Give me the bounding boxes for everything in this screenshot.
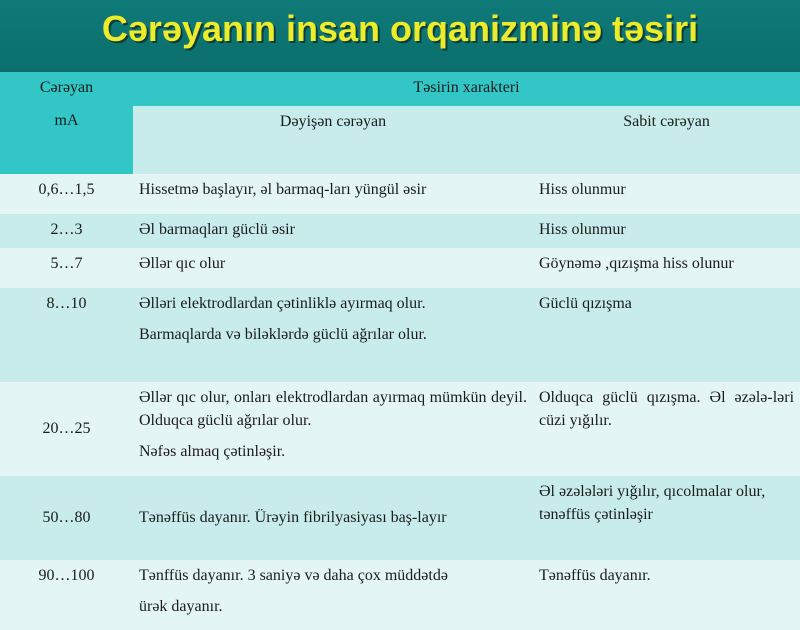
ac-cell: Hissetmə başlayır, əl barmaq-ları yüngül əsir xyxy=(133,174,533,214)
current-cell: 2…3 xyxy=(0,214,133,248)
ac-header: Dəyişən cərəyan xyxy=(133,106,533,174)
ac-cell xyxy=(133,382,533,476)
ac-cell: Tənəffüs dayanır. Ürəyin fibrilyasiyası baş-layır xyxy=(133,476,533,560)
table-row xyxy=(0,476,800,560)
current-cell: 20…25 xyxy=(0,382,133,476)
table-row xyxy=(0,288,800,382)
table-row xyxy=(0,382,800,476)
table-row xyxy=(0,214,800,248)
ac-line: Nəfəs almaq çətinləşir. xyxy=(139,443,286,461)
table-row xyxy=(0,560,800,630)
dc-cell: Hiss olunmur xyxy=(533,174,800,214)
dc-header: Sabit cərəyan xyxy=(533,106,800,174)
current-header xyxy=(0,72,133,174)
dc-cell: Göynəmə ,qızışma hiss olunur xyxy=(533,248,800,288)
character-header: Təsirin xarakteri xyxy=(133,72,800,106)
current-cell: 5…7 xyxy=(0,248,133,288)
table-row xyxy=(0,174,800,214)
current-cell: 0,6…1,5 xyxy=(0,174,133,214)
current-cell: 50…80 xyxy=(0,476,133,560)
ac-line: Tənffüs dayanır. 3 saniyə və daha çox müddətdə xyxy=(139,566,448,584)
dc-cell: Tənəffüs dayanır. xyxy=(533,560,800,630)
ac-line: ürək dayanır. xyxy=(139,597,223,615)
ac-line: Əlləri elektrodlardan çətinliklə ayırmaq olur. xyxy=(139,295,426,312)
ac-line: Əllər qıc olur, onları elektrodlardan ayırmaq mümkün deyil. Olduqca güclü ağrılar olur. xyxy=(139,389,527,430)
dc-cell: Olduqca güclü qızışma. Əl əzələ-ləri cüzi yığılır. xyxy=(533,382,800,476)
table-row xyxy=(0,248,800,288)
current-header-unit: mA xyxy=(54,112,79,130)
dc-cell: Güclü qızışma xyxy=(533,288,800,382)
ac-cell xyxy=(133,288,533,382)
ac-line: Barmaqlarda və biləklərdə güclü ağrılar olur. xyxy=(139,326,427,344)
header-row-1 xyxy=(0,72,800,106)
current-cell: 90…100 xyxy=(0,560,133,630)
current-header-label: Cərəyan xyxy=(39,79,94,96)
ac-cell: Əllər qıc olur xyxy=(133,248,533,288)
title-bar xyxy=(0,0,800,72)
current-cell: 8…10 xyxy=(0,288,133,382)
slide-title: Cərəyanın insan orqanizminə təsiri xyxy=(101,8,699,49)
ac-cell xyxy=(133,560,533,630)
dc-cell: Əl əzələləri yığılır, qıcolmalar olur, tənəffüs çətinləşir xyxy=(533,476,800,560)
dc-cell: Hiss olunmur xyxy=(533,214,800,248)
effects-table xyxy=(0,72,800,630)
ac-cell: Əl barmaqları güclü əsir xyxy=(133,214,533,248)
